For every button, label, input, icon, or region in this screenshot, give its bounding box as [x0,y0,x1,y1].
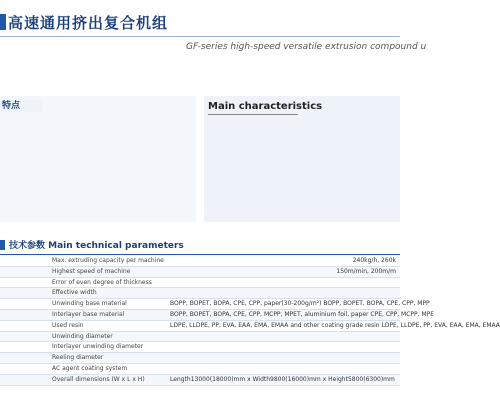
parameter-label-en: Highest speed of machine [52,267,131,275]
parameter-value: BOPP, BOPET, BOPA, CPE, CPP, MCPP, MPET, aluminium foil, paper CPE, CPP, MCPP, MPE [170,310,435,318]
parameter-row [0,375,400,386]
title-divider [0,36,400,37]
parameter-label-en: Effective width [52,289,97,297]
parameter-label-en: Used resin [52,321,84,329]
parameter-label-en: Unwinding base material [52,300,127,308]
parameter-label-en: AC agent coating system [52,364,128,372]
parameter-row [0,353,400,364]
title-bar [0,12,400,34]
title-accent [0,14,6,30]
parameter-value: Length13000(18000)mm x Width9800(16000)mm x Height5800(6300)mm [170,375,395,383]
parameter-label-en: Interlayer base material [52,310,125,318]
tech-divider [0,254,400,255]
parameter-row [0,342,400,353]
parameter-label-en: Max. extruding capacity per machine [52,257,164,264]
parameter-label-en: Unwinding diameter [52,332,113,340]
parameter-row [0,267,400,278]
parameter-label-en: Overall dimensions (W x L x H) [52,375,145,383]
features-panel [0,96,196,222]
parameters-table [0,256,500,386]
parameter-row [0,364,400,375]
parameter-row [0,256,400,267]
parameter-value: BOPP, BOPET, BOPA, CPE, CPP, paper(30-200g/m²) BOPP, BOPET, BOPA, CPE, CPP, MPP [170,300,430,308]
parameter-row [0,321,500,332]
features-heading [0,100,42,112]
page-title: 高速通用挤出复合机组 [8,14,169,32]
page-subtitle: GF-series high-speed versatile extrusion compound u [186,42,427,52]
parameter-value: LDPE, LLDPE, PP, EVA, EAA, EMA, EMAA and other coating grade resin LDPE, LLDPE, PP, EVA, EAA, EMA, EMAA [170,321,500,329]
features-heading-label: 特点 [2,101,21,111]
parameter-label-en: Interlayer unwinding diameter [52,343,144,351]
characteristics-rule [208,114,298,115]
parameter-value: 150m/min, 200m/m [336,267,396,275]
parameter-label-en: Reeling diameter [52,354,104,362]
parameter-row [0,288,400,299]
tech-accent [0,240,5,250]
parameter-label-en: Error of even degree of thickness [52,278,152,286]
characteristics-heading: Main characteristics [208,101,323,112]
parameter-row [0,332,400,343]
parameter-row [0,299,430,310]
parameter-value: 240kg/h, 260k [352,257,396,264]
parameter-row [0,278,400,289]
parameter-row [0,310,435,321]
tech-heading: 技术参数 Main technical parameters [9,241,184,251]
tech-heading-bar [0,238,400,252]
